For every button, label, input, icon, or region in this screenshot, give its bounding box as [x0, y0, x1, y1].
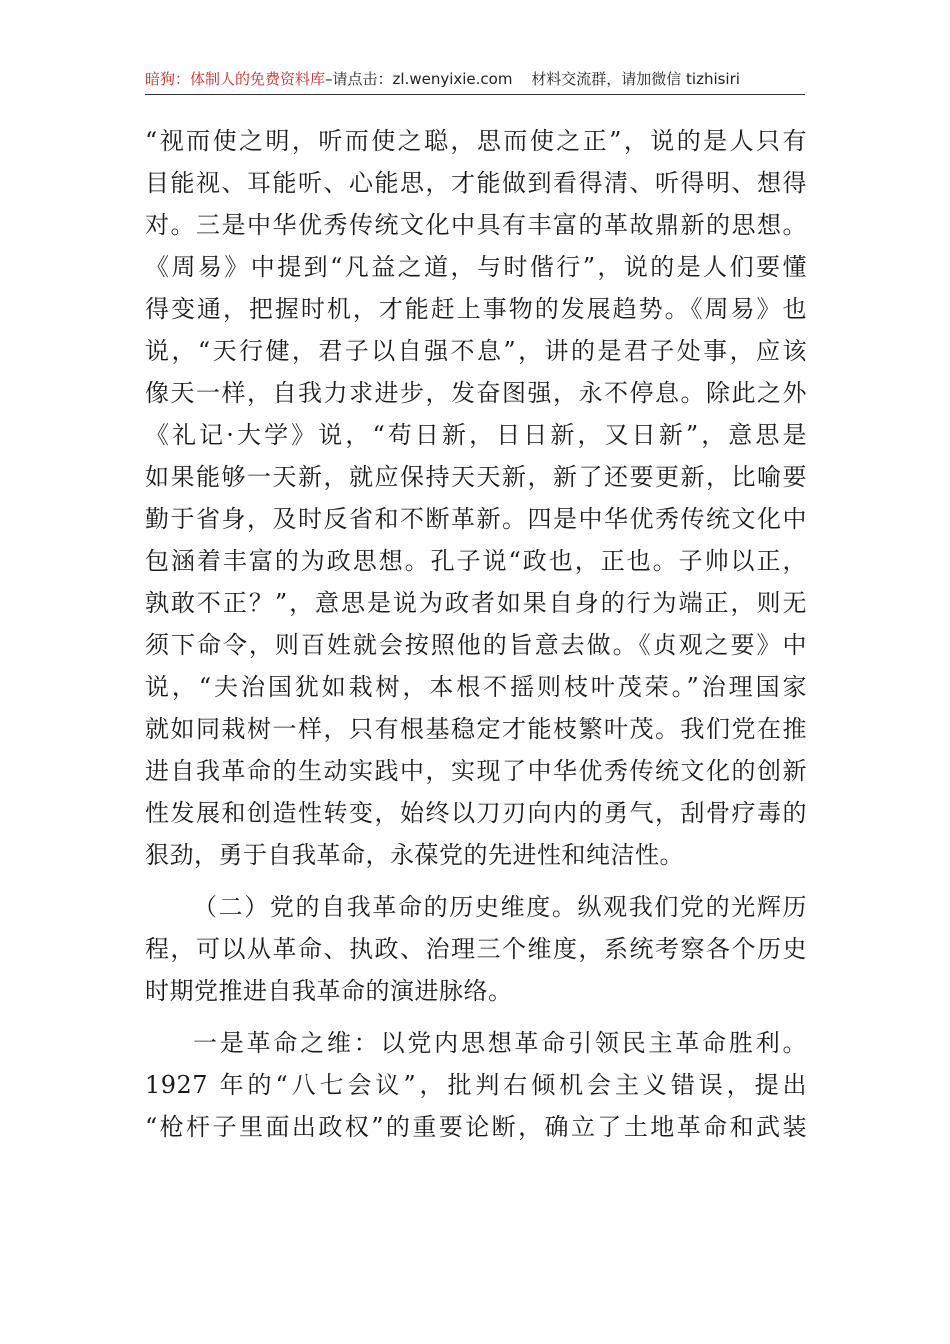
- text-line: 时期党推进自我革命的演进脉络。: [145, 977, 513, 1005]
- text-line: 就如同栽树一样，只有根基稳定才能枝繁叶茂。我们党在推: [145, 715, 807, 743]
- text-line: 说，“天行健，君子以自强不息”，讲的是君子处事，应该: [145, 337, 807, 365]
- text-line: 1927 年的“八七会议”，批判右倾机会主义错误，提出: [145, 1071, 807, 1099]
- document-body: [145, 120, 807, 1148]
- text-line: 勤于省身，及时反省和不断革新。四是中华优秀传统文化中: [145, 505, 807, 533]
- text-line: 进自我革命的生动实践中，实现了中华优秀传统文化的创新: [145, 757, 807, 785]
- header-cta: –请点击：: [325, 70, 393, 88]
- text-line: 得变通，把握时机，才能赶上事物的发展趋势。《周易》也: [145, 295, 807, 323]
- header-brand: 暗狗：体制人的免费资料库: [145, 70, 326, 88]
- text-line: 性发展和创造性转变，始终以刀刃向内的勇气，刮骨疗毒的: [145, 799, 807, 827]
- text-line: “视而使之明，听而使之聪，思而使之正”，说的是人只有: [145, 127, 807, 155]
- text-line: 《礼记·大学》说，“苟日新，日日新，又日新”，意思是: [145, 421, 807, 449]
- text-line: 程，可以从革命、执政、治理三个维度，系统考察各个历史: [145, 935, 807, 963]
- page-header: [145, 64, 805, 95]
- text-line: 目能视、耳能听、心能思，才能做到看得清、听得明、想得: [145, 169, 807, 197]
- text-line: 像天一样，自我力求进步，发奋图强，永不停息。除此之外: [145, 379, 807, 407]
- paragraph-2: [145, 886, 807, 1012]
- text-line: 对。三是中华优秀传统文化中具有丰富的革故鼎新的思想。: [145, 211, 807, 239]
- paragraph-1: [145, 120, 807, 876]
- text-line: 如果能够一天新，就应保持天天新，新了还要更新，比喻要: [145, 463, 807, 491]
- text-line: 说，“夫治国犹如栽树，本根不摇则枝叶茂荣。”治理国家: [145, 673, 807, 701]
- text-line: 包涵着丰富的为政思想。孔子说“政也，正也。子帅以正，: [145, 547, 807, 575]
- text-line: 一是革命之维：以党内思想革命引领民主革命胜利。: [193, 1029, 807, 1057]
- text-line: 孰敢不正？”，意思是说为政者如果自身的行为端正，则无: [145, 589, 807, 617]
- section-heading-line: （二）党的自我革命的历史维度。纵观我们党的光辉历: [193, 893, 807, 921]
- text-line: 《周易》中提到“凡益之道，与时偕行”，说的是人们要懂: [145, 253, 807, 281]
- paragraph-3: [145, 1022, 807, 1148]
- text-line: 狠劲，勇于自我革命，永葆党的先进性和纯洁性。: [145, 841, 684, 869]
- text-line: “枪杆子里面出政权”的重要论断，确立了土地革命和武装: [145, 1113, 807, 1141]
- header-group-info: 材料交流群，请加微信 tizhisiri: [531, 70, 740, 88]
- text-line: 须下命令，则百姓就会按照他的旨意去做。《贞观之要》中: [145, 631, 807, 659]
- header-url-link[interactable]: zl.wenyixie.com: [392, 70, 513, 88]
